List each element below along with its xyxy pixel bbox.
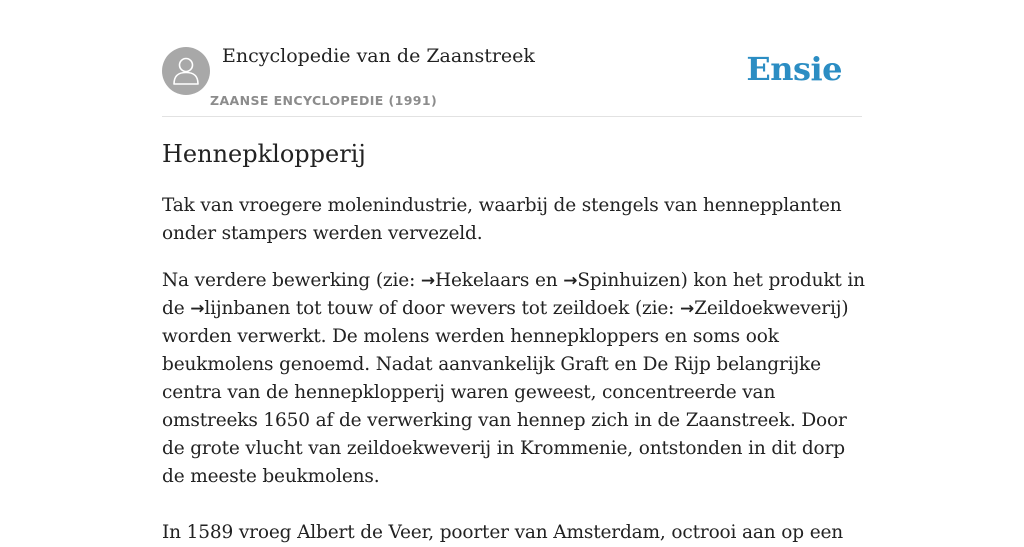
text-segment: en: [529, 270, 564, 291]
text-segment: Na verdere bewerking (zie:: [162, 270, 421, 291]
brand-logo[interactable]: Ensie: [746, 50, 842, 88]
text-segment: ) kon het produkt in de: [162, 270, 865, 319]
article-paragraph-1: Tak van vroegere molenindustrie, waarbij de stengels van hennepplanten onder stampers werden vervezeld.: [162, 195, 842, 244]
article: [162, 136, 872, 547]
text-segment: tot touw of door wevers tot zeildoek (zie:: [290, 298, 680, 319]
link-hekelaars[interactable]: Hekelaars: [435, 270, 530, 291]
article-paragraph-2: [162, 267, 872, 491]
link-arrow-icon: →: [563, 271, 578, 291]
user-icon-glyph: [162, 47, 210, 95]
user-icon[interactable]: [162, 47, 210, 95]
link-lijnbanen[interactable]: lijnbanen: [204, 298, 291, 319]
text-segment: ) worden verwerkt. De molens werden hennepkloppers en soms ook beukmolens genoemd. Nadat aanvankelijk Graft en De Rijp belangrijke centra van de hennepklopperij waren geweest, concentreerde van omstreeks 1650 af de verwerking van hennep zich in de Zaanstreek. Door de grote vlucht van zeildoekweverij in Krommenie, ontstonden in dit dorp de meeste beukmolens.: [162, 298, 849, 487]
link-arrow-icon: →: [420, 271, 435, 291]
article-title: Hennepklopperij: [162, 140, 366, 168]
link-arrow-icon: →: [680, 299, 695, 319]
article-paragraph-3: In 1589 vroeg Albert de Veer, poorter van Amsterdam, octrooi aan op een: [162, 522, 844, 543]
link-spinhuizen[interactable]: Spinhuizen: [577, 270, 681, 291]
link-arrow-icon: →: [190, 299, 205, 319]
source-subtitle: ZAANSE ENCYCLOPEDIE (1991): [210, 93, 438, 108]
source-header: [162, 40, 862, 117]
link-zeildoekweverij[interactable]: Zeildoekweverij: [694, 298, 842, 319]
source-title-link[interactable]: Encyclopedie van de Zaanstreek: [222, 45, 535, 67]
